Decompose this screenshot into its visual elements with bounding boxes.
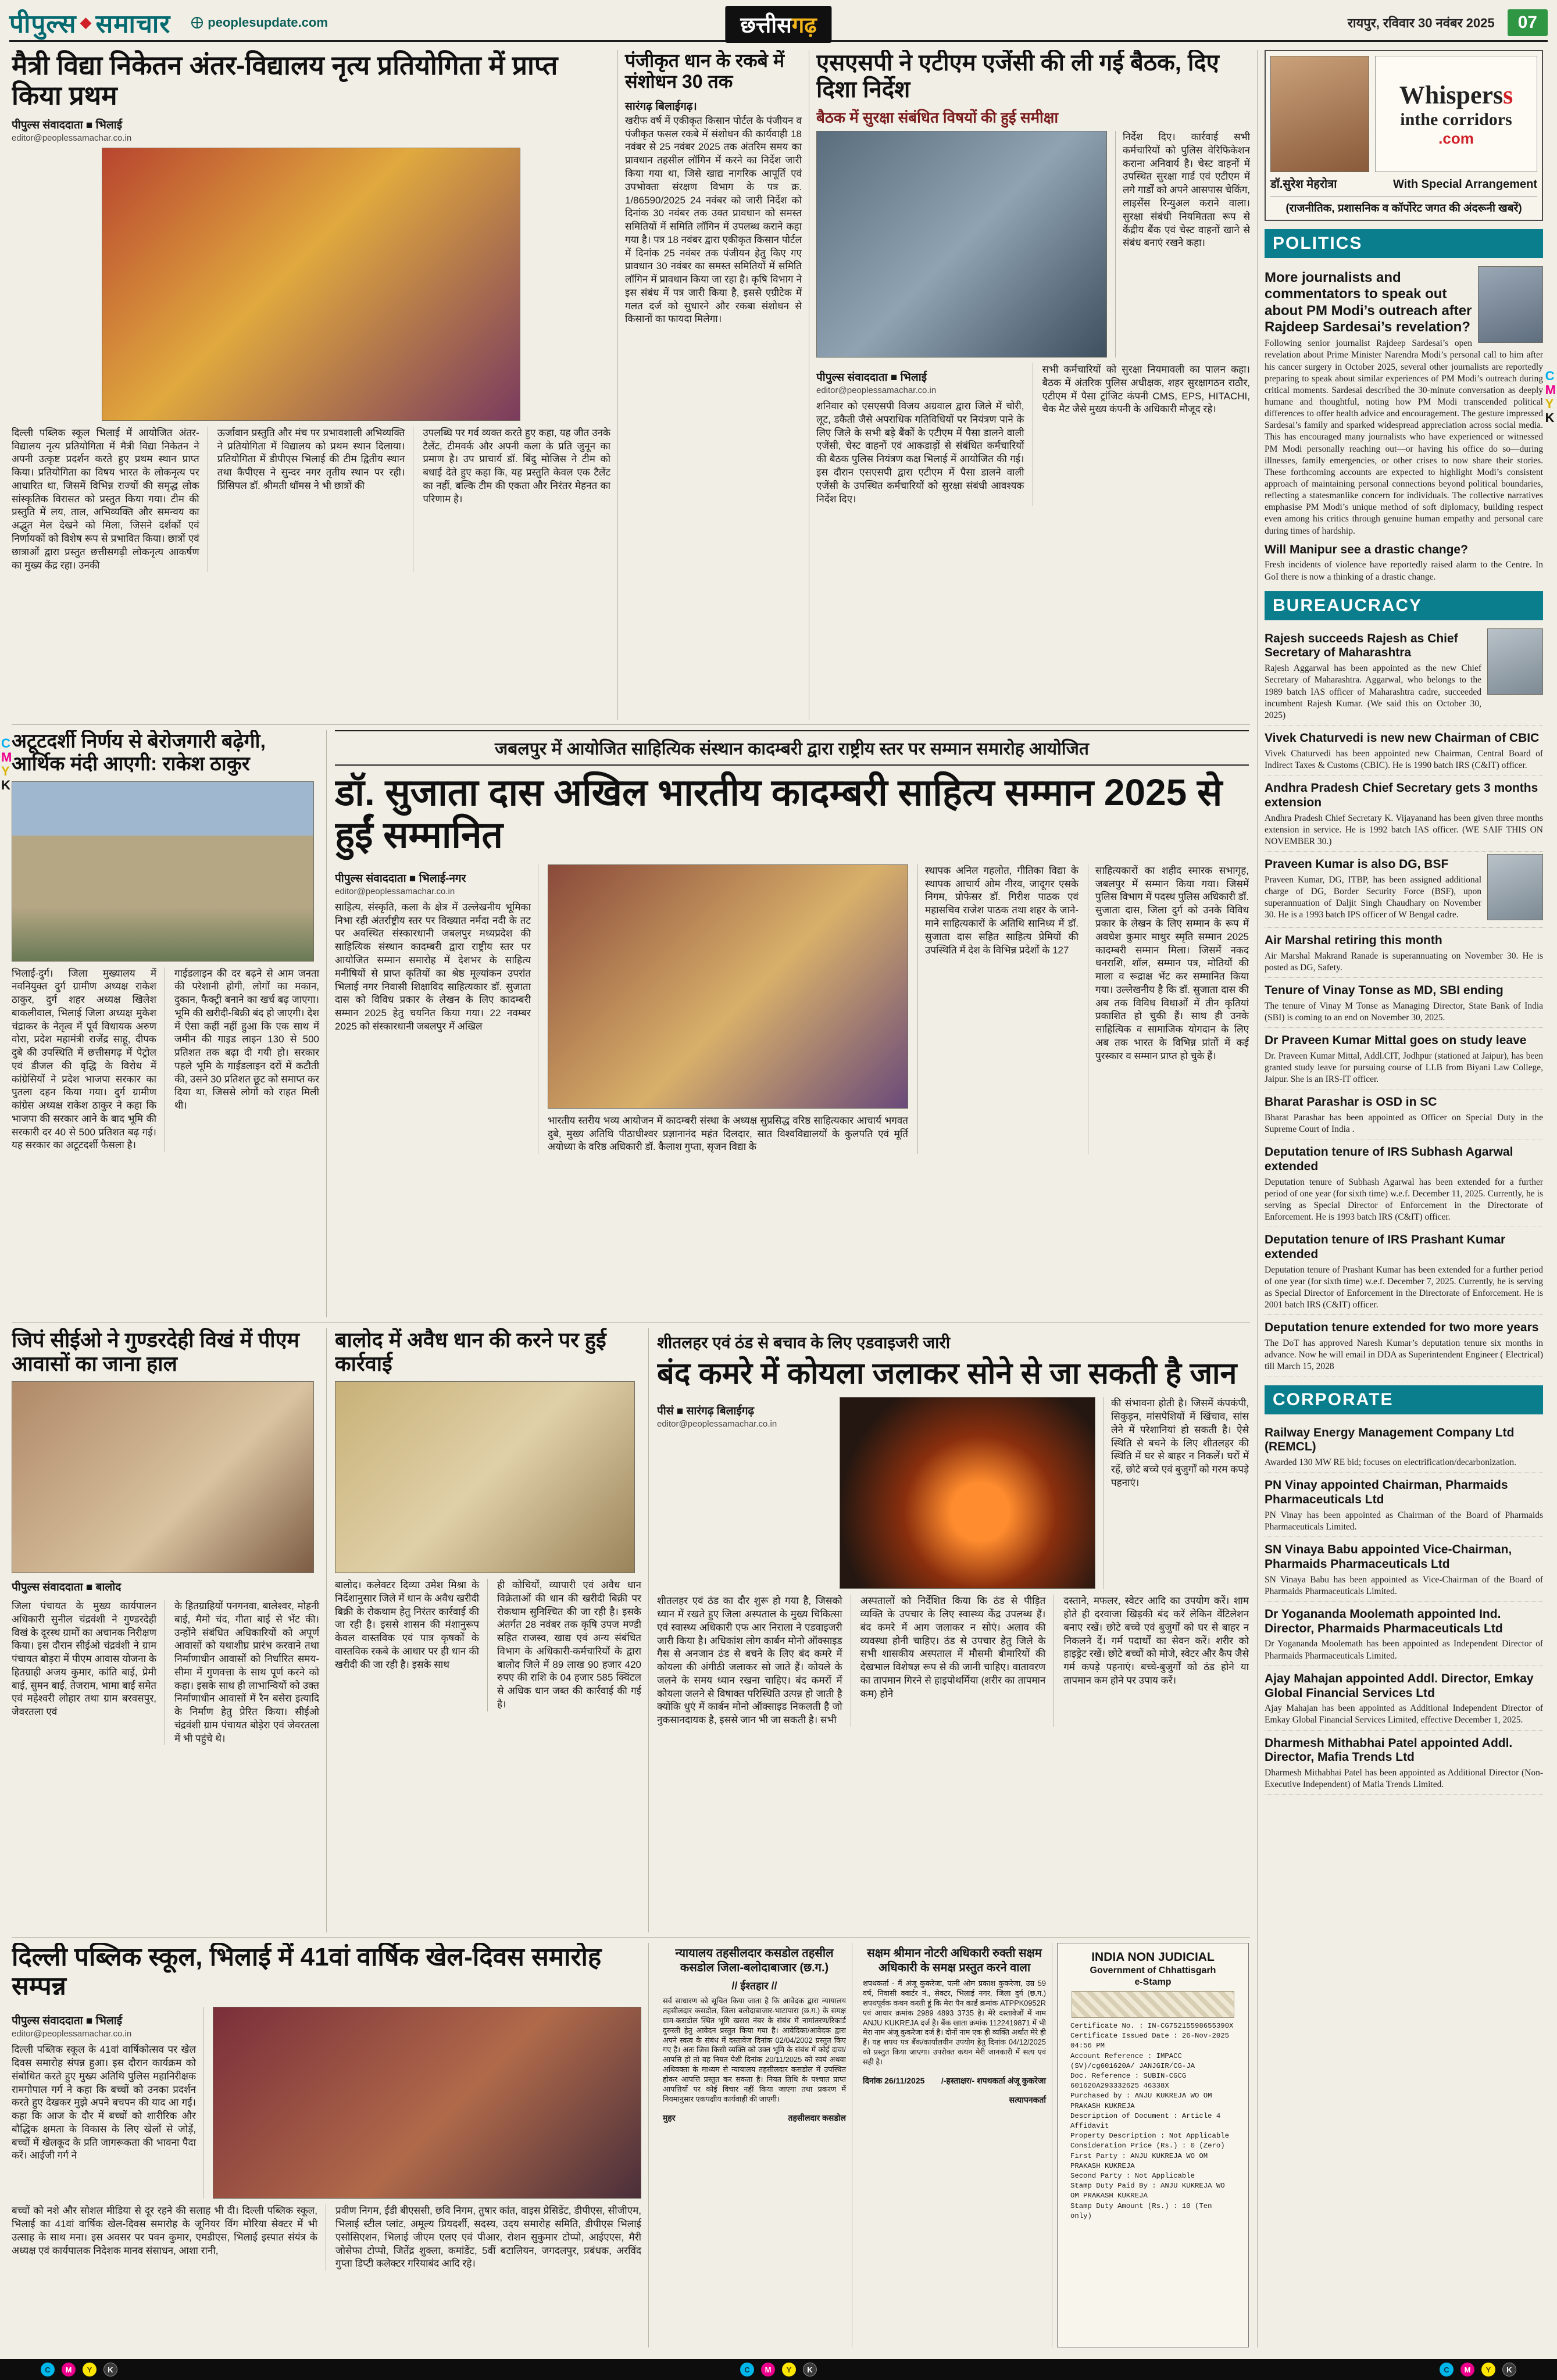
cmyk-letter: M (1545, 383, 1556, 397)
corporate-item-body: Ajay Mahajan has been appointed as Additional Independent Director of Emkay Global Financial Services Limited, effective December 1, 2025. (1265, 1703, 1543, 1725)
sujata-headline: डॉ. सुजाता दास अखिल भारतीय कादम्बरी साहित्य सम्मान 2025 से हुईं सम्मानित (335, 771, 1223, 856)
logo-diamond-icon: ◆ (80, 13, 92, 31)
sujata-byline: पीपुल्स संवाददाता ■ भिलाई-नगर (335, 872, 466, 885)
court-notice-title: न्यायालय तहसीलदार कसडोल तहसील कसडोल जिला-बलोदाबाजार (छ.ग.) (675, 1947, 834, 1974)
cmyk-dot: K (103, 2363, 117, 2377)
official-portrait-photo (1487, 854, 1543, 920)
whispers-logo-line-1: Whispers (1399, 81, 1504, 109)
dateline: रायपुर, रविवार 30 नवंबर 2025 (1347, 15, 1495, 30)
columnist-photo (1270, 56, 1369, 172)
cmyk-dot: C (41, 2363, 55, 2377)
corporate-item-body: SN Vinaya Babu has been appointed as Vice-Chairman of the Board of Pharmaids Pharmaceuticals Limited. (1265, 1574, 1543, 1596)
corporate-item (1265, 1537, 1543, 1602)
court-notice-subtitle: // ईश्तहार // (731, 1980, 777, 1992)
bureaucracy-item-title: Rajesh succeeds Rajesh as Chief Secretary of Maharashtra (1265, 631, 1458, 660)
coal-body-col-1: शीतलहर एवं ठंड का दौर शुरू हो गया है, जिसको ध्यान में रखते हुए जिला अस्पताल के मुख्य चिकित्सा एवं स्वास्थ्य अधिकारी एफ आर निराला ने एडवाइजरी जारी किया है। अधिकांश लोग कार्बन मोनो ऑक्साइड गैस से अनजान ठंड से बचने के लिए बंद कमरे में कोयला की अंगीठी जलाकर सो जाते हैं। कोयले के जलने के समय ध्यान रखना चाहिए। बंद कमरों में कोयला जलने से विषाक्त परिस्थिति उत्पन्न हो जाती है क्योंकि धुएं में कार्बन मोनो ऑक्साइड निकलती है जो नुकसानदायक है, इससे जान भी जा सकती है। सभी (657, 1595, 851, 1727)
estamp-field: Purchased by : ANJU KUKREJA WO OM PRAKASH KUKREJA (1070, 2092, 1212, 2110)
coal-fire-photo (840, 1397, 1095, 1589)
corporate-item-title: PN Vinay appointed Chairman, Pharmaids Pharmaceuticals Ltd (1265, 1478, 1508, 1507)
bureaucracy-item (1265, 1028, 1543, 1089)
dps-body-col-1: दिल्ली पब्लिक स्कूल के 41वां वार्षिकोत्सव पर खेल दिवस समारोह संपन्न हुआ। इस दौरान कार्यक्रम को संबोधित करते हुए मुख्य अतिथि पुलिस महानिरीक्षक रामगोपाल गर्ग ने कहा कि बच्चों को उनका प्रदर्शन करते हुए देखकर मुझे अपने बचपन की याद आ गई। कहा कि आज के दौर में बच्चों को शारीरिक और बौद्धिक क्षमता के विकास के लिए खेलों से जोड़ें, बच्चों में खेलकूद के प्रति जागरूकता की भावना पैदा करें। आईजी गर्ग ने (12, 2044, 196, 2161)
page-header (9, 5, 1548, 42)
estamp-heading-3: e-Stamp (1134, 1977, 1172, 1987)
bureaucracy-item (1265, 1227, 1543, 1315)
ssp-email: editor@peoplessamachar.co.in (816, 385, 937, 396)
notary-notice-date: दिनांक 26/11/2025 (863, 2076, 925, 2086)
horizontal-rule-1 (12, 724, 1250, 725)
bureaucracy-item (1265, 1315, 1543, 1377)
bureaucracy-item (1265, 776, 1543, 852)
politics-portrait-photo (1478, 266, 1543, 343)
horizontal-rule-3 (12, 1937, 1250, 1938)
rakesh-body-col-2: गाईडलाइन की दर बढ़ने से आम जनता की परेशानी होगी, लोगों का मकान, दुकान, फैक्ट्री बनाने का खर्च बढ़ जाएगा। भूमि की खरीदी-बिक्री बंद हो जाएगी। देश में ऐसा कहीं नहीं हुआ कि एक साथ में जमीन की गाइड लाइन 130 से 500 प्रतिशत तक बढ़ा दी गयी हो। सरकार पहले भूमि के गाईडलाइन दरों में कटौती की, उसने 30 प्रतिशत छूट को समाप्त कर दिया था, जिससे लोगों को राहत मिली थी। (174, 967, 319, 1112)
ssp-body-col-1 (816, 363, 1033, 506)
globe-icon (191, 17, 203, 28)
cmyk-dot: Y (782, 2363, 796, 2377)
ssp-meeting-photo (816, 131, 1107, 358)
ssp-headline: एसएसपी ने एटीएम एजेंसी की ली गई बैठक, दिए दिशा निर्देश (816, 50, 1219, 102)
court-notice-body: सर्व साधारण को सूचित किया जाता है कि आवेदक द्वारा न्यायालय तहसीलदार कसडोल, जिला बलोदाबाजार-भाटापारा (छ.ग.) के समक्ष ग्राम-कसडोल स्थित भूमि खसरा नंबर के संबंध में नामांतरण/रिकार्ड दुरुस्ती हेतु आवेदन प्रस्तुत किया गया है। आवेदिका/आवेदक द्वारा अपने स्वत्व के संबंध में दस्तावेज दिनांक 02/04/2002 प्रस्तुत किए गए हैं। अतः जिस किसी व्यक्ति को उक्त भूमि के संबंध में कोई दावा/आपत्ति हो तो वह नियत पेशी दिनांक 20/11/2025 को स्वयं अथवा अधिवक्ता के माध्यम से न्यायालय तहसीलदार कसडोल में उपस्थित होकर आपत्ति प्रस्तुत कर सकता है। नियत तिथि के पश्चात प्राप्त आपत्तियों पर कोई विचार नहीं किया जाएगा तथा प्रकरण में नियमानुसार एकपक्षीय कार्यवाही की जाएगी। (663, 1996, 846, 2103)
politics-title-1: More journalists and commentators to speak out about PM Modi’s outreach after Rajdeep Sardesai’s revelation? (1265, 270, 1472, 335)
politics-title-2: Will Manipur see a drastic change? (1265, 542, 1468, 556)
bureaucracy-item-body: The tenure of Vinay M Tonse as Managing Director, State Bank of India (SBI) is coming to an end on November 30, 2025. (1265, 1000, 1543, 1023)
cmyk-dot: Y (83, 2363, 97, 2377)
corporate-item-title: Dr Yogananda Moolemath appointed Ind. Director, Pharmaids Pharmaceuticals Ltd (1265, 1607, 1503, 1635)
website-url (191, 15, 328, 30)
bureaucracy-item-title: Praveen Kumar is also DG, BSF (1265, 857, 1449, 871)
whispers-logo (1375, 56, 1537, 172)
corporate-item-body: Dharmesh Mithabhai Patel has been appointed as Additional Director (Non-Executive Independent) of Mafia Trends Limited. (1265, 1768, 1543, 1790)
bureaucracy-item-body: Air Marshal Makrand Ranade is superannuating on November 30. He is posted as DG, Safety. (1265, 950, 1543, 973)
balod-paddy-sacks-photo (335, 1381, 635, 1573)
estamp-field: Second Party : Not Applicable (1070, 2172, 1195, 2181)
section-header-bureaucracy: BUREAUCRACY (1265, 591, 1543, 620)
logo-word-2: समाचार (95, 9, 171, 38)
whispers-logo-accent: s (1503, 81, 1513, 109)
ceo-byline: पीपुल्स संवाददाता ■ बालोद (12, 1581, 122, 1594)
arrangement-note: With Special Arrangement (1392, 178, 1537, 191)
notary-notice-title: सक्षम श्रीमान नोटरी अधिकारी रुक्ती सक्षम अधिकारी के समक्ष प्रस्तुत करने वाला (867, 1947, 1042, 1974)
ceo-inspection-photo (12, 1381, 314, 1573)
coal-byline: पीसं ■ सारंगढ़ बिलाईगढ़ (657, 1405, 755, 1418)
paddy-headline: पंजीकृत धान के रकबे में संशोधन 30 तक (625, 50, 784, 92)
dance-byline: पीपुल्स संवाददाता ■ भिलाई (12, 119, 123, 131)
dance-headline: मैत्री विद्या निकेतन अंतर-विद्यालय नृत्य प्रतियोगिता में प्राप्त किया प्रथम (12, 50, 558, 111)
sujata-col-1 (335, 864, 538, 1154)
ssp-body-text-1: शनिवार को एसएसपी विजय अग्रवाल द्वारा जिले में चोरी, लूट, डकैती जैसे अपराधिक गतिविधियों पर नियंत्रण पाने के लिए जिले के सभी बड़े बैंकों के एटीएम में पैसा डालने वाली एजेंसी, चेस्ट वाहनों एवं आकडाड़ों से संबंधित कर्मचारियों की बैठक पुलिस नियंत्रण कक्ष भिलाई में आयोजित की गई। इस दौरान एसएसपी द्वारा एटीएम में पैसा डालने वाली एजेंसी के उपस्थित कर्मचारियों को सुरक्षा संबंधी आवश्यक निर्देश दिए। (816, 401, 1024, 505)
estamp-heading-1: INDIA NON JUDICIAL (1091, 1950, 1215, 1964)
cmyk-dot: Y (1481, 2363, 1495, 2377)
cmyk-dot: K (803, 2363, 817, 2377)
estamp-field: Account Reference : IMPACC (SV)/cg601620A/ JANJGIR/CG-JA (1070, 2052, 1195, 2070)
notice-notary (857, 1943, 1052, 2347)
cmyk-letter: Y (1545, 396, 1554, 411)
rakesh-body-col-1: भिलाई-दुर्ग। जिला मुख्यालय में नवनियुक्त दुर्ग ग्रामीण अध्यक्ष राकेश ठाकुर, दुर्ग शहर अध्यक्ष खिलेश बाकलीवाल, भिलाई जिला अध्यक्ष मुकेश चंद्राकर के नेतृत्व में पूर्व विधायक अरुण वोरा, प्रदेश महामंत्री राजेंद्र साहू, दीपक दुबे की उपस्थिति में छत्तीसगढ़ में पेट्रोल एवं डीजल की वृद्धि के विरोध में कांग्रेसियों ने प्रदेश भाजपा सरकार का पुतला दहन किया गया। दुर्ग ग्रामीण कांग्रेस अध्यक्ष राकेश ठाकुर ने कहा कि भाजपा की सरकार आने के बाद भूमि की सरकारी दर 40 से 500 प्रतिशत बढ़ गई। यह सरकार का अटूटदर्शी फैसला है। (12, 967, 165, 1153)
corporate-item (1265, 1731, 1543, 1795)
estamp-field: Certificate Issued Date : 26-Nov-2025 04:56 PM (1070, 2032, 1230, 2050)
newspaper-logo (9, 5, 170, 40)
cmyk-letter: K (1545, 410, 1555, 425)
page-number: 07 (1508, 9, 1548, 36)
corporate-item (1265, 1473, 1543, 1537)
cmyk-dot: C (1440, 2363, 1454, 2377)
bureaucracy-item (1265, 626, 1543, 726)
dps-body-col-2: बच्चों को नशे और सोशल मीडिया से दूर रहने की सलाह भी दी। दिल्ली पब्लिक स्कूल, भिलाई का 41वां वार्षिक खेल-दिवस समारोह के जूनियर विंग मोरिया सेक्टर में भी उत्साह के साथ मना। इस अवसर पर पवन कुमार, एमडीएस, भिलाई इस्पात संयंत्र के अध्यक्ष एवं कार्यपालक निदेशक मानव संसाधन, आशा रानी, (12, 2204, 326, 2271)
bureaucracy-item (1265, 1139, 1543, 1227)
coal-headline: बंद कमरे में कोयला जलाकर सोने से जा सकती है जान (657, 1357, 1237, 1391)
website-text: peoplesupdate.com (208, 15, 328, 30)
section-header-politics: POLITICS (1265, 229, 1543, 258)
coal-side-column: की संभावना होती है। जिसमें कंपकंपी, सिकुड़न, मांसपेशियों में खिंचाव, सांस लेने में परेशानियां हो सकती है। ऐसे स्थिति से बचने के लिए शीतलहर की स्थिति में घर से बाहर न निकलें। घरों में रहें, छोटे बच्चे एवं बुजुर्गों को गरम कपड़े पहनाएं। (1104, 1397, 1249, 1589)
court-notice-seal: मुहर (663, 2113, 676, 2122)
corporate-item-title: SN Vinaya Babu appointed Vice-Chairman, Pharmaids Pharmaceuticals Ltd (1265, 1543, 1512, 1571)
cmyk-letter: C (1545, 369, 1555, 383)
bureaucracy-item (1265, 1089, 1543, 1139)
edition-part-2: गढ़ (791, 13, 817, 38)
cmyk-letter: Y (1, 764, 10, 778)
bureaucracy-item (1265, 852, 1543, 928)
notice-estamp (1057, 1943, 1249, 2347)
article-sujata-das (335, 730, 1249, 1317)
bureaucracy-item-body: Bharat Parashar has been appointed as Officer on Special Duty in the Supreme Court of India . (1265, 1112, 1543, 1135)
bureaucracy-item-body: Vivek Chaturvedi has been appointed new Chairman, Central Board of Indirect Taxes & Customs (CBIC). He is 1990 batch IRS (C&IT) officer. (1265, 748, 1543, 770)
estamp-field: First Party : ANJU KUKREJA WO OM PRAKASH KUKREJA (1070, 2152, 1208, 2170)
sujata-body-col-2: भारतीय स्तरीय भव्य आयोजन में कादम्बरी संस्था के अध्यक्ष सुप्रसिद्ध वरिष्ठ साहित्यकार आचार्य भगवत दुबे, मुख्य अतिथि पीठाधीश्वर प्रज्ञानानंद महंत दिलदार, सात विश्वविद्यालयों के कुलपति एवं मूर्ति अयोध्या के वरिष्ठ अधिकारी डॉ. कैलाश गुप्ता, सृजन विद्या के (548, 1114, 908, 1153)
dps-email: editor@peoplessamachar.co.in (12, 2029, 132, 2039)
cmyk-dot: K (1502, 2363, 1516, 2377)
corporate-item-title: Railway Energy Management Company Ltd (REMCL) (1265, 1425, 1515, 1454)
logo-word-1: पीपुल्स (9, 9, 77, 38)
edition-part-1: छत्तीस (740, 13, 792, 38)
section-header-corporate: CORPORATE (1265, 1385, 1543, 1414)
cmyk-letter: C (1, 736, 10, 751)
ceo-headline: जिपं सीईओ ने गुण्डरदेही विखं में पीएम आवासों का जाना हाल (12, 1328, 300, 1376)
bureaucracy-item-body: Praveen Kumar, DG, ITBP, has been assigned additional charge of DG, Border Security Force (BSF), upon superannuation of Daljit Singh Chaudhary on November 30. He is a 1993 batch IPS officer of W Bengal cadre. (1265, 874, 1481, 920)
bureaucracy-item-title: Tenure of Vinay Tonse as MD, SBI ending (1265, 983, 1504, 997)
sujata-kicker: जबलपुर में आयोजित साहित्यिक संस्थान कादम्बरी द्वारा राष्ट्रीय स्तर पर सम्मान समारोह आयोजित (335, 730, 1249, 766)
cmyk-dot: M (62, 2363, 76, 2377)
corporate-item (1265, 1420, 1543, 1473)
article-paddy-revision (617, 50, 809, 720)
corporate-item-body: Awarded 130 MW RE bid; focuses on electrification/decarbonization. (1265, 1457, 1517, 1468)
bureaucracy-item-title: Andhra Pradesh Chief Secretary gets 3 months extension (1265, 781, 1538, 809)
bureaucracy-item (1265, 726, 1543, 776)
print-registration-bar (0, 2359, 1557, 2380)
politics-body-2: Fresh incidents of violence have reportedly raised alarm to the Centre. In GoI there is now a thinking of a drastic change. (1265, 560, 1543, 582)
right-sidebar (1257, 50, 1547, 2347)
coal-byline-block (657, 1397, 831, 1589)
ceo-body-col-1: जिला पंचायत के मुख्य कार्यपालन अधिकारी सुनील चंद्रवंशी ने गुण्डरदेही विखं के दूरस्थ ग्रामों का अचानक निरीक्षण किया। इस दौरान सीईओ चंद्रवंशी ने ग्राम पंचायत बोड़रा में पीएम आवास योजना के हितग्राही अजय कुमार, कांति बाई, प्रेमी बाई, सुमन बाई, तेजराम, भामा बाई समेत एवं महेश्वरी लोहार तथा ग्राम बरवसपुर, जेवरतला एवं (12, 1600, 165, 1745)
dps-col-1 (12, 2007, 203, 2199)
dps-byline: पीपुल्स संवाददाता ■ भिलाई (12, 2015, 123, 2028)
cmyk-dot: C (740, 2363, 754, 2377)
article-rakesh-thakur (12, 730, 327, 1317)
estamp-field: Property Description : Not Applicable (1070, 2132, 1230, 2140)
sujata-email: editor@peoplessamachar.co.in (335, 886, 455, 896)
columnist-name: डॉ.सुरेश मेहरोत्रा (1270, 178, 1337, 191)
estamp-field: Certificate No. : IN-CG75215598655390X (1070, 2022, 1234, 2030)
article-ssp-meeting (816, 50, 1250, 720)
coal-body-col-3: दस्ताने, मफलर, स्वेटर आदि का उपयोग करें। शाम होते ही दरवाजा खिड़की बंद करें लेकिन वेंटिलेशन बनाए रखें। छोटे बच्चे एवं बुजुर्गों को घर से बाहर न निकलने दें। गर्म पदार्थों का सेवन करें। शरीर को हाइड्रेट रखें। छोटे बच्चों को मोजे, स्वेटर और कैप जैसे गर्म कपड़े पहनाएं। बच्चे-बुजुर्गों को ठंड होने या तापमान कम होने पर उपाय करें। (1063, 1595, 1249, 1686)
corporate-item-title: Ajay Mahajan appointed Addl. Director, Emkay Global Financial Services Ltd (1265, 1671, 1534, 1700)
cmyk-mark-right (1545, 370, 1556, 424)
article-coal-advisory (657, 1328, 1249, 1932)
bureaucracy-item-title: Deputation tenure extended for two more years (1265, 1321, 1539, 1335)
dance-body-col-2: ऊर्जावान प्रस्तुति और मंच पर प्रभावशाली अभिव्यक्ति ने प्रतियोगिता में विद्यालय को प्रथम स्थान दिलाया। प्रतियोगिता में डीपीएस भिलाई की टीम द्वितीय स्थान तथा कैपीएस ने सुन्दर नगर तृतीय स्थान पर रही। प्रिंसिपल डॉ. श्रीमती थॉमस ने भी छात्रों की (217, 427, 414, 572)
horizontal-rule-2 (12, 1322, 1250, 1323)
article-zp-ceo (12, 1328, 327, 1932)
sujata-ceremony-photo (548, 864, 908, 1109)
sujata-body-col-3: स्थापक अनिल गहलोत, गीतिका विद्या के स्थापक आचार्य ओम नीरव, जादूगर एसके निगम, प्रोफेसर डॉ. गिरीश पाठक एवं महासचिव राजेश पाठक तथा शहर के जाने-माने साहित्यकारों के अतिथि सानिध्य में डॉ. सुजाता दास सहित साहित्य प्रेमियों की उपस्थिति में देश के विभिन्न प्रदेशों के 127 (917, 864, 1079, 1154)
cmyk-mark-left (1, 737, 12, 792)
dps-headline: दिल्ली पब्लिक स्कूल, भिलाई में 41वां वार्षिक खेल-दिवस समारोह सम्पन्न (12, 1943, 602, 2001)
bureaucracy-item-body: Deputation tenure of Subhash Agarwal has been extended for a further period of one year (for sixth time) w.e.f. December 11, 2025. Currently, he is serving as Special Director of Enforcement in the Directorate of Enforcement. He is 1993 batch IRS (C&IT) officer. (1265, 1177, 1543, 1223)
balod-body-col-1: बालोद। कलेक्टर दिव्या उमेश मिश्रा के निर्देशानुसार जिले में धान के अवैध खरीदी बिक्री के रोकथाम हेतु निरंतर कार्रवाई की जा रही है। इससे शासन की मंशानुरूप केवल वास्तविक एवं पात्र कृषकों के वास्तविक रकबे के आधार पर ही धान की खरीदी की जा रही है। इसके साथ (335, 1579, 488, 1711)
cmyk-dots-center (740, 2363, 817, 2377)
dps-body-col-3: प्रवीण निगम, ईडी बीएससी, छवि निगम, तुषार कांत, वाइस प्रेसिडेंट, डीपीएस, सीजीएम, भिलाई स्टील प्लांट, अमूल्य प्रियदर्शी, सदस्य, उदय समारोह समिति, डीपीएस भिलाई एसोसिएशन, भिलाई जीएम एलए एवं पीआर, रोशन सुकुमार टोप्पो, आईएएस, मैरी जोसेफा टोप्पो, जितेंद्र शुक्ला, कमांडेंट, 5वीं बटालियन, जगदलपुर, प्रबंधक, अरविंद गुप्ता डिप्टी कलेक्टर गरियाबंद आदि रहे। (335, 2205, 641, 2270)
estamp-field: Consideration Price (Rs.) : 0 (Zero) (1070, 2142, 1225, 2150)
bureaucracy-item-title: Vivek Chaturvedi is new new Chairman of CBIC (1265, 731, 1540, 745)
court-notice-signature: तहसीलदार कसडोल (788, 2113, 846, 2122)
politics-body-1: Following senior journalist Rajdeep Sardesai’s open revelation about Prime Minister Narendra Modi’s personal call to him after his cancer surgery in October 2025, several other journalists are reportedly preparing to speak about similar experiences of PM Modi’s outreach during critical moments. Sardesai described the 30-minute conversation as deeply humane and thoughtful, noting how PM Modi transcended political differences to offer health advice and encouragement. The gesture impressed Sardesai’s family and sparked widespread appreciation across social media. This has encouraged many journalists who have experienced or witnessed PM Modi personally reaching out—or having his office do so—during illnesses, family emergencies, or other crises to now share their stories. These forthcoming accounts are expected to highlight Modi’s consistent approach of maintaining personal connections beyond political boundaries, reflecting a statesmanlike concern for individuals. The collective narratives emphasise PM Modi’s unique method of soft diplomacy, building respect even among his critics through genuine human empathy and personal care during times of hardship. (1265, 338, 1543, 536)
balod-headline: बालोद में अवैध धान की करने पर हुई कार्रवाई (335, 1328, 606, 1376)
bureaucracy-item-title: Bharat Parashar is OSD in SC (1265, 1095, 1437, 1109)
bureaucracy-item-title: Deputation tenure of IRS Subhash Agarwal extended (1265, 1145, 1513, 1174)
bureaucracy-item-title: Deputation tenure of IRS Prashant Kumar extended (1265, 1233, 1506, 1262)
whispers-logo-line-3: .com (1438, 130, 1474, 147)
sujata-body-col-1: साहित्य, संस्कृति, कला के क्षेत्र में उल्लेखनीय भूमिका निभा रही अंतर्राष्ट्रीय स्तर पर विख्यात नर्मदा नदी के तट पर अवस्थित संस्कारधानी जबलपुर मध्यप्रदेश की साहित्यिक संस्थान कादम्बरी द्वारा राष्ट्रीय स्तर पर आयोजित सम्मान समारोह में देशभर के साहित्य मनीषियों से प्राप्त कृतियों का श्रेष्ठ मूल्यांकन उपरांत भिलाई नगर निवासी शिक्षाविद साहित्यकार डॉ. सुजाता दास को विविध प्रकार के लेखन के लिए कादम्बरी सम्मान 2025 हेतु चयनित किया गया। 22 नवम्बर 2025 को संस्कारधानी जबलपुर में अखिल (335, 901, 531, 1032)
cmyk-dots-right (1440, 2363, 1516, 2377)
sujata-col-2 (548, 864, 908, 1154)
notary-notice-verifier: सत्यापनकर्ता (1009, 2095, 1046, 2105)
cmyk-dot: M (761, 2363, 775, 2377)
politics-article (1265, 264, 1543, 583)
ceo-body-col-2: के हितग्राहियों पनगनवा, बालेश्वर, मोहनी बाई, मैमो चंद, गीता बाई से भेंट की। उन्होंने संबंधित अधिकारियों को अपूर्ण आवासों को यथाशीघ्र प्रारंभ करवाने तथा निर्माणाधीन आवासों को निर्धारित समय-सीमा में गुणवत्ता के साथ पूर्ण करने को कहा। इसके साथ ही लाभान्वियों को उक्त निर्माणाधीन आवासों में रैन बसेरा इत्यादि के निर्माण हेतु प्रेरित किया। सीईओ चंद्रवंशी ग्राम पंचायत बोड़ेरा एवं जेवरतला में भी पहुंचे थे। (174, 1600, 319, 1744)
sujata-body-col-4: साहित्यकारों का शहीद स्मारक सभागृह, जबलपुर में सम्मान किया गया। जिसमें पुलिस विभाग में पदस्थ पुलिस अधिकारी डॉ. सुजाता दास, जिला दुर्ग को उनके विविध प्रकार के लेखन के लिए सम्मान के रूप में अवधेश कुमार माथुर स्मृति सम्मान 2025 कादम्बरी सम्मान मिला। जिसमें नकद धनराशि, शॉल, सम्मान पत्र, मोतियों की माला व रूद्राक्ष भेंट कर सम्मानित किया गया। उल्लेखनीय है कि डॉ. सुजाता दास की अब तक विविध विधाओं में तीन कृतियां प्रकाशित हो चुकी हैं। साथ ही उनके साहित्यिक व सामाजिक योगदान के लिए अब तक भारत के विभिन्न प्रांतों में कई पुरस्कार व सम्मान प्राप्त हो चुके हैं। (1088, 864, 1249, 1154)
bureaucracy-list (1265, 626, 1543, 1377)
article-dance (12, 50, 610, 720)
paddy-body: खरीफ वर्ष में एकीकृत किसान पोर्टल के पंजीयन व पंजीकृत फसल रकबे में संशोधन की कार्यवाही 18 नवंबर से 25 नवंबर 2025 तक अंतरिम समय का प्रावधान तहसील लॉगिन में करने का निर्देश जारी किया गया था, जिसे खाद्य नागरिक आपूर्ति एवं उपभोक्ता संरक्षण विभाग के पत्र क्र. 1/86590/2025 24 नवंबर को जारी निर्देश को दिनांक 30 नवंबर तक उक्त प्रावधान को समस्त समितियों में समिति लॉगिन में उपलब्ध कराने कहा गया है। पत्र 18 नवंबर द्वारा एकीकृत किसान पोर्टल में दिनांक 25 नवंबर तक पंजीयन हेतु किए गए प्रावधान 30 नवंबर का समस्त समितियों में समिति लॉगिन में प्रावधान किया जा रहा है। कृषि विभाग ने इस संबंध में पत्र जारी किया है, इससे एग्रीटेक में गलत दर्ज को सुधारने और रकबा संशोधन से किसानों का फायदा मिलेगा। (625, 115, 802, 325)
cmyk-dot: M (1460, 2363, 1474, 2377)
cmyk-letter: K (1, 778, 10, 792)
dance-body-col-3: उपलब्धि पर गर्व व्यक्त करते हुए कहा, यह जीत उनके टैलेंट, टीमवर्क और अपनी कला के प्रति जुनून का प्रमाण है। उप प्राचार्य डॉ. बिंदु मोजिस ने टीम को बधाई देते हुए कहा कि, यह प्रस्तुति केवल एक टैलेंट का नहीं, बल्कि टीम की एकता और निरंतर मेहनत का परिणाम है। (423, 427, 610, 505)
bureaucracy-item-title: Dr Praveen Kumar Mittal goes on study leave (1265, 1034, 1527, 1048)
dance-email: editor@peoplessamachar.co.in (12, 133, 132, 143)
bureaucracy-item (1265, 928, 1543, 978)
bureaucracy-item-body: Deputation tenure of Prashant Kumar has been extended for a further period of one year (for sixth time) w.e.f. December 7, 2025. Currently, he is serving as Special Director of Enforcement in the Directorate of Enforcement. He is 2001 batch IRS (C&IT) officer. (1265, 1264, 1543, 1310)
ssp-subhead: बैठक में सुरक्षा संबंधित विषयों की हुई समीक्षा (816, 109, 1059, 127)
bureaucracy-item (1265, 978, 1543, 1028)
coal-email: editor@peoplessamachar.co.in (657, 1419, 777, 1430)
ssp-body-col-2: सभी कर्मचारियों को सुरक्षा नियमावली का पालन कहा। बैठक में अंतरिक पुलिस अधीक्षक, शहर सुरक्षागठन राठौर, एटीएम में पैसा ट्रांजिट कंपनी CMS, EPS, HITACHI, चैक मैट जैसे मुख्य कंपनी के अधिकारी मौजूद रहे। (1042, 364, 1250, 415)
ssp-byline: पीपुल्स संवाददाता ■ भिलाई (816, 371, 927, 384)
article-dps-sports (12, 1943, 649, 2347)
bureaucracy-item-title: Air Marshal retiring this month (1265, 933, 1442, 947)
estamp-heading-2: Government of Chhattisgarh (1090, 1966, 1216, 1975)
balod-body-col-2: ही कोचियों, व्यापारी एवं अवैध धान विक्रेताओं की धान की खरीदी बिक्री पर रोकथाम सुनिश्चित की जा रही है। इसके अंतर्गत 28 नवंबर तक कृषि उपज मण्डी सहित राजस्व, खाद्य एवं अन्य संबंधित विभाग के अधिकारी-कर्मचारियों के द्वारा बालोद जिले में 89 लाख 90 हजार 420 रुपए की राशि के 04 हजार 585 क्विंटल से अधिक धान जब्त की कार्रवाई की गई है। (497, 1579, 641, 1710)
notice-court (657, 1943, 852, 2347)
rakesh-protest-photo (12, 781, 314, 962)
coal-body-col-2: अस्पतालों को निर्देशित किया कि ठंड से पीड़ित व्यक्ति के उपचार के लिए स्वास्थ्य केंद्र उपलब्ध हैं। बंद कमरे में आग जलाकर न सोएं। अलाव की व्यवस्था होनी चाहिए। ठंड से उपचार हेतु जिले के सभी शासकीय अस्पताल में मौसमी बीमारियों की देखभाल विशेषज्ञ रूप से की जानी चाहिए। वातावरण का तापमान गिरने से हाइपोथर्मिया (शरीर का तापमान कम) होने (860, 1595, 1055, 1727)
official-portrait-photo (1487, 628, 1543, 695)
estamp-security-band (1072, 1991, 1234, 2018)
bureaucracy-item-body: Dr. Praveen Kumar Mittal, Addl.CIT, Jodhpur (stationed at Jaipur), has been granted study leave for pursuing course of LLB from Biyani Law College, Jaipur. She is an IRS-IT officer. (1265, 1050, 1543, 1085)
dance-photo (102, 148, 520, 421)
corporate-list (1265, 1420, 1543, 1795)
cmyk-letter: M (1, 750, 12, 764)
paddy-dateline: सारंगढ़ बिलाईगढ़। (625, 100, 697, 113)
coal-kicker: शीतलहर एवं ठंड से बचाव के लिए एडवाइजरी जारी (657, 1334, 951, 1352)
corporate-item-title: Dharmesh Mithabhai Patel appointed Addl. Director, Mafia Trends Ltd (1265, 1736, 1513, 1764)
corporate-item-body: Dr Yogananda Moolemath has been appointed as Independent Director of Pharmaids Pharmaceuticals Limited. (1265, 1639, 1543, 1661)
cmyk-dots-left (41, 2363, 117, 2377)
bureaucracy-item-body: Rajesh Aggarwal has been appointed as the new Chief Secretary of Maharashtra. Aggarwal, who belongs to the 1989 batch IAS officer of Maharashtra cadre, succeeded incumbent Rajesh Kumar. (We said this on October 30, 2025) (1265, 663, 1481, 720)
bureaucracy-item-body: The DoT has approved Naresh Kumar’s deputation tenure six months in advance. Now he will email in DDA as Superintendent Engineer ( Electrical) till March 15, 2028 (1265, 1338, 1543, 1372)
estamp-field: Stamp Duty Amount (Rs.) : 10 (Ten only) (1070, 2202, 1212, 2220)
whispers-logo-line-2: inthe corridors (1400, 110, 1512, 129)
dps-stage-photo (213, 2007, 641, 2199)
notary-notice-signature: /-हस्ताक्षर/- शपथकर्ता अंजू कुकरेजा (941, 2076, 1046, 2086)
bureaucracy-item-body: Andhra Pradesh Chief Secretary K. Vijayanand has been given three months extension in service. He is 1992 batch IAS officer. (WE SAIF THIS ON NOVEMBER 30.) (1265, 813, 1543, 846)
estamp-field: Doc. Reference : SUBIN-CGCG 601620A293332625 46338X (1070, 2072, 1187, 2090)
rakesh-headline: अटूटदर्शी निर्णय से बेरोजगारी बढ़ेगी, आर्थिक मंदी आएगी: राकेश ठाकुर (12, 730, 266, 775)
whispers-box (1265, 50, 1543, 221)
dance-body-col-1: दिल्ली पब्लिक स्कूल भिलाई में आयोजित अंतर-विद्यालय नृत्य प्रतियोगिता में मैत्री विद्या निकेतन ने अपनी उत्कृष्ट प्रदर्शन करते हुए प्रथम स्थान प्राप्त किया। प्रतियोगिता का विषय भारत के लोकनृत्य पर आधारित था, जिसमें विभिन्न राज्यों की समृद्ध लोक सांस्कृतिक विरासत को प्रस्तुत किया गया। टीम की प्रस्तुति में लय, ताल, अभिव्यक्ति और समन्वय का अद्भुत मेल देखने को मिला, जिसने दर्शकों एवं निर्णायकों को विशेष रूप से प्रभावित किया। छात्रों एवं छात्राओं द्वारा प्रस्तुत छत्तीसगढ़ी लोकनृत्य आकर्षण का मुख्य केंद्र रहा। उनकी (12, 427, 208, 572)
corporate-item (1265, 1602, 1543, 1666)
corporate-item-body: PN Vinay has been appointed as Chairman of the Board of Pharmaids Pharmaceuticals Limited. (1265, 1510, 1543, 1532)
edition-badge (725, 6, 831, 43)
article-balod-paddy (335, 1328, 649, 1932)
whispers-tagline: (राजनीतिक, प्रशासनिक व कॉर्पोरेट जगत की अंदरूनी खबरें) (1270, 196, 1537, 215)
ssp-side-column: निर्देश दिए। कार्रवाई सभी कर्मचारियों को पुलिस वेरिफिकेशन कराना अनिवार्य है। चेस्ट वाहनों में उपस्थित सुरक्षा गार्ड एवं एटीएम में लगे गार्डों को अपने आसपास चेकिंग, लाइसेंस रिन्युअल कराने वाला। सुरक्षा संबंधी नियमितता रूप से केंद्रीय बैंक एवं चेस्ट वाहनों खाने से संबंध बनाएं रखने कहा। (1115, 131, 1250, 358)
estamp-field: Description of Document : Article 4 Affidavit (1070, 2111, 1221, 2131)
estamp-field: Stamp Duty Paid By : ANJU KUKREJA WO OM PRAKASH KUKREJA (1070, 2182, 1225, 2200)
notary-notice-body: शपथकर्ता - मैं अंजू कुकरेजा, पत्नी ओम प्रकाश कुकरेजा, उम्र 59 वर्ष, निवासी क्वार्टर नं., सेक्टर, भिलाई नगर, जिला दुर्ग (छ.ग.) शपथपूर्वक कथन करती हूं कि मेरा पैन कार्ड क्रमांक ATPPK0952R एवं आधार क्रमांक 2989 4893 3735 है। मेरे दस्तावेजों में नाम ANJU KUKREJA दर्ज है। बैंक खाता क्रमांक 1122419871 में भी मेरा नाम अंजू कुकरेजा दर्ज है। दोनों नाम एक ही व्यक्ति अर्थात मेरे ही हैं। यह शपथ पत्र बैंक/कार्यालयीन उपयोग हेतु दिनांक 04/12/2025 को प्रस्तुत किया जाएगा। उपरोक्त कथन मेरी जानकारी में सत्य एवं सही है। (863, 1979, 1046, 2067)
corporate-item (1265, 1666, 1543, 1731)
